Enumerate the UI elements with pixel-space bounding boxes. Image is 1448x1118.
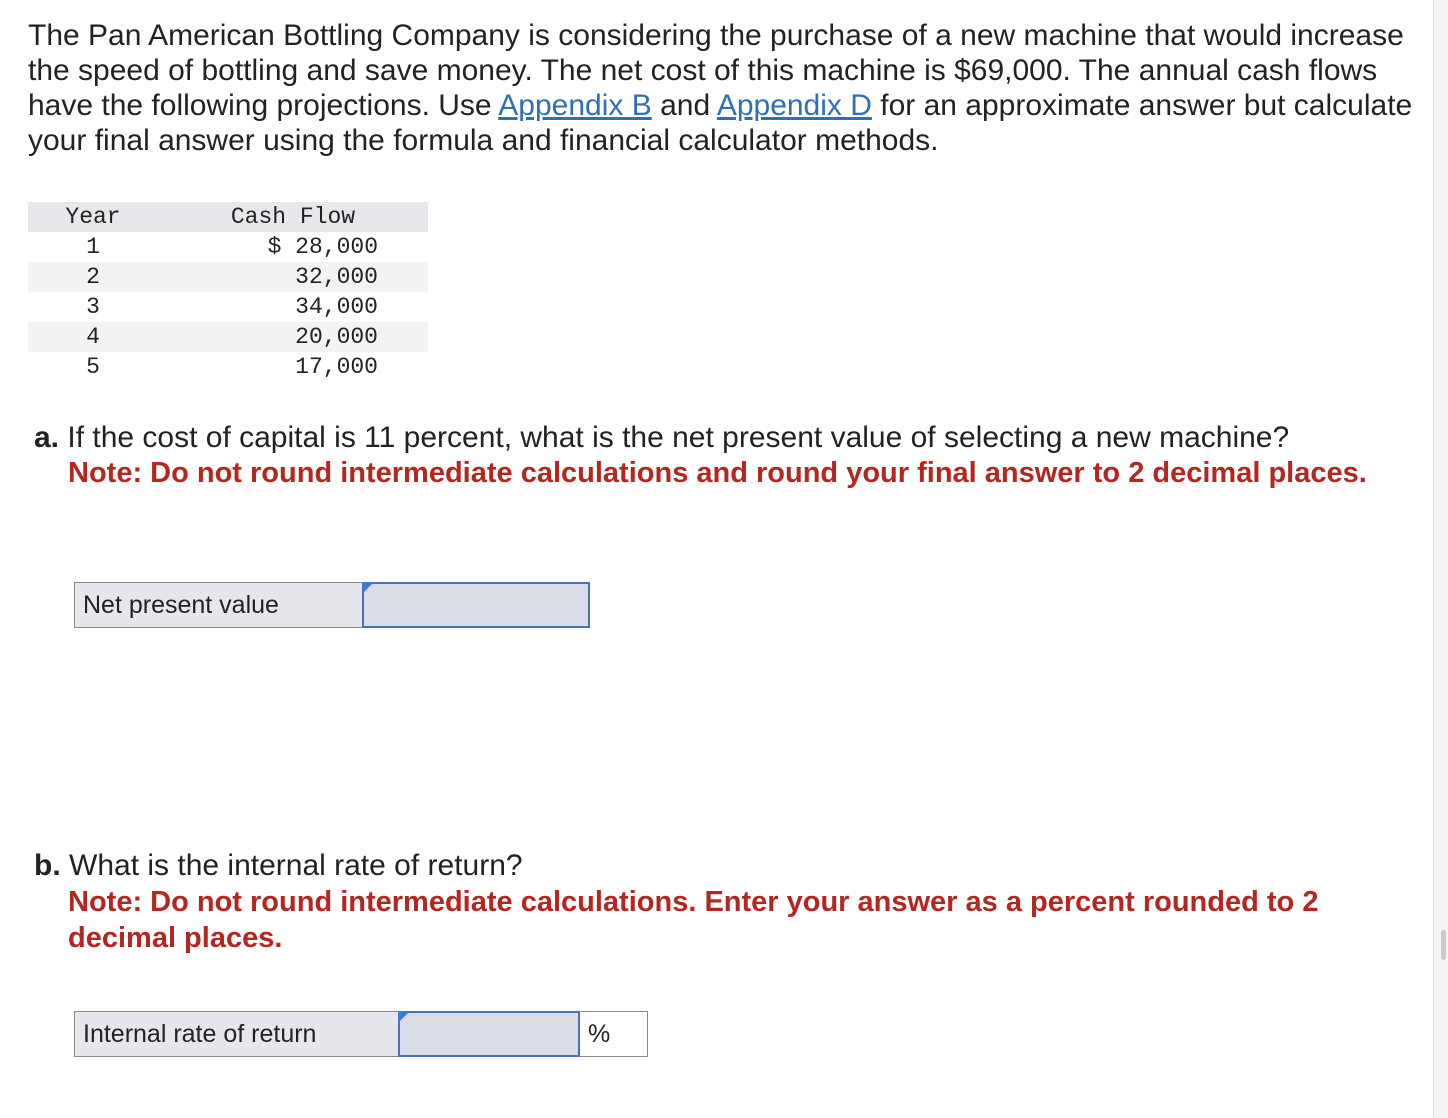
intro-text-and: and [651,89,717,122]
year-header: Year [28,202,158,232]
part-a-note: Note: Do not round intermediate calculations and round your final answer to 2 decimal places. [68,457,1367,489]
cash-flow-table [28,202,428,382]
intro-text-1: The Pan American Bottling Company is considering the purchase of a new machine that would increase the speed of bottling and save money. The net cost of this machine is $69,000. The annual cash flows have the following projections. Use [28,19,1404,122]
appendix-b-link[interactable]: Appendix B [498,89,652,122]
part-a-question-text: If the cost of capital is 11 percent, what is the net present value of selecting a new machine? [59,421,1290,454]
table-row [28,262,428,292]
year-cell: 1 [86,234,100,260]
part-b-question-text: What is the internal rate of return? [60,849,523,882]
cash-flow-cell: $ 28,000 [267,234,378,260]
part-a-letter: a. [34,421,60,454]
percent-unit: % [580,1011,648,1057]
part-a-question [34,420,1414,456]
year-cell: 2 [28,262,158,292]
table-header-row [28,202,428,232]
scrollbar-thumb[interactable] [1441,930,1446,960]
page-scrollbar[interactable] [1433,0,1448,1118]
irr-input[interactable] [398,1011,580,1057]
cash-flow-cell: 34,000 [295,294,378,320]
irr-input-wrapper [398,1011,580,1057]
problem-intro [28,18,1428,158]
table-row [28,232,428,262]
input-corner-marker-icon [362,582,374,594]
part-b-question [34,848,1414,884]
npv-input-wrapper [362,582,590,628]
npv-input[interactable] [362,582,590,628]
table-row [28,352,428,382]
year-cell: 3 [86,294,100,320]
cash-flow-cell: 20,000 [158,322,428,352]
appendix-d-link[interactable]: Appendix D [716,89,872,122]
cash-flow-cell: 32,000 [158,262,428,292]
year-cell: 4 [28,322,158,352]
part-b-letter: b. [34,849,61,882]
table-row [28,322,428,352]
intro-text-2: for an approximate answer but calculate your final answer using the formula and financial calculator methods. [28,89,1413,157]
table-row [28,292,428,322]
input-corner-marker-icon [398,1011,410,1023]
npv-label: Net present value [74,582,362,628]
part-b-note: Note: Do not round intermediate calculations. Enter your answer as a percent rounded to 2 decimal places. [68,886,1319,954]
irr-label: Internal rate of return [74,1011,398,1057]
cash-flow-cell: 17,000 [295,354,378,380]
cash-flow-header: Cash Flow [158,202,428,232]
irr-answer-row [74,1011,648,1057]
npv-answer-row [74,582,590,628]
year-cell: 5 [86,354,100,380]
